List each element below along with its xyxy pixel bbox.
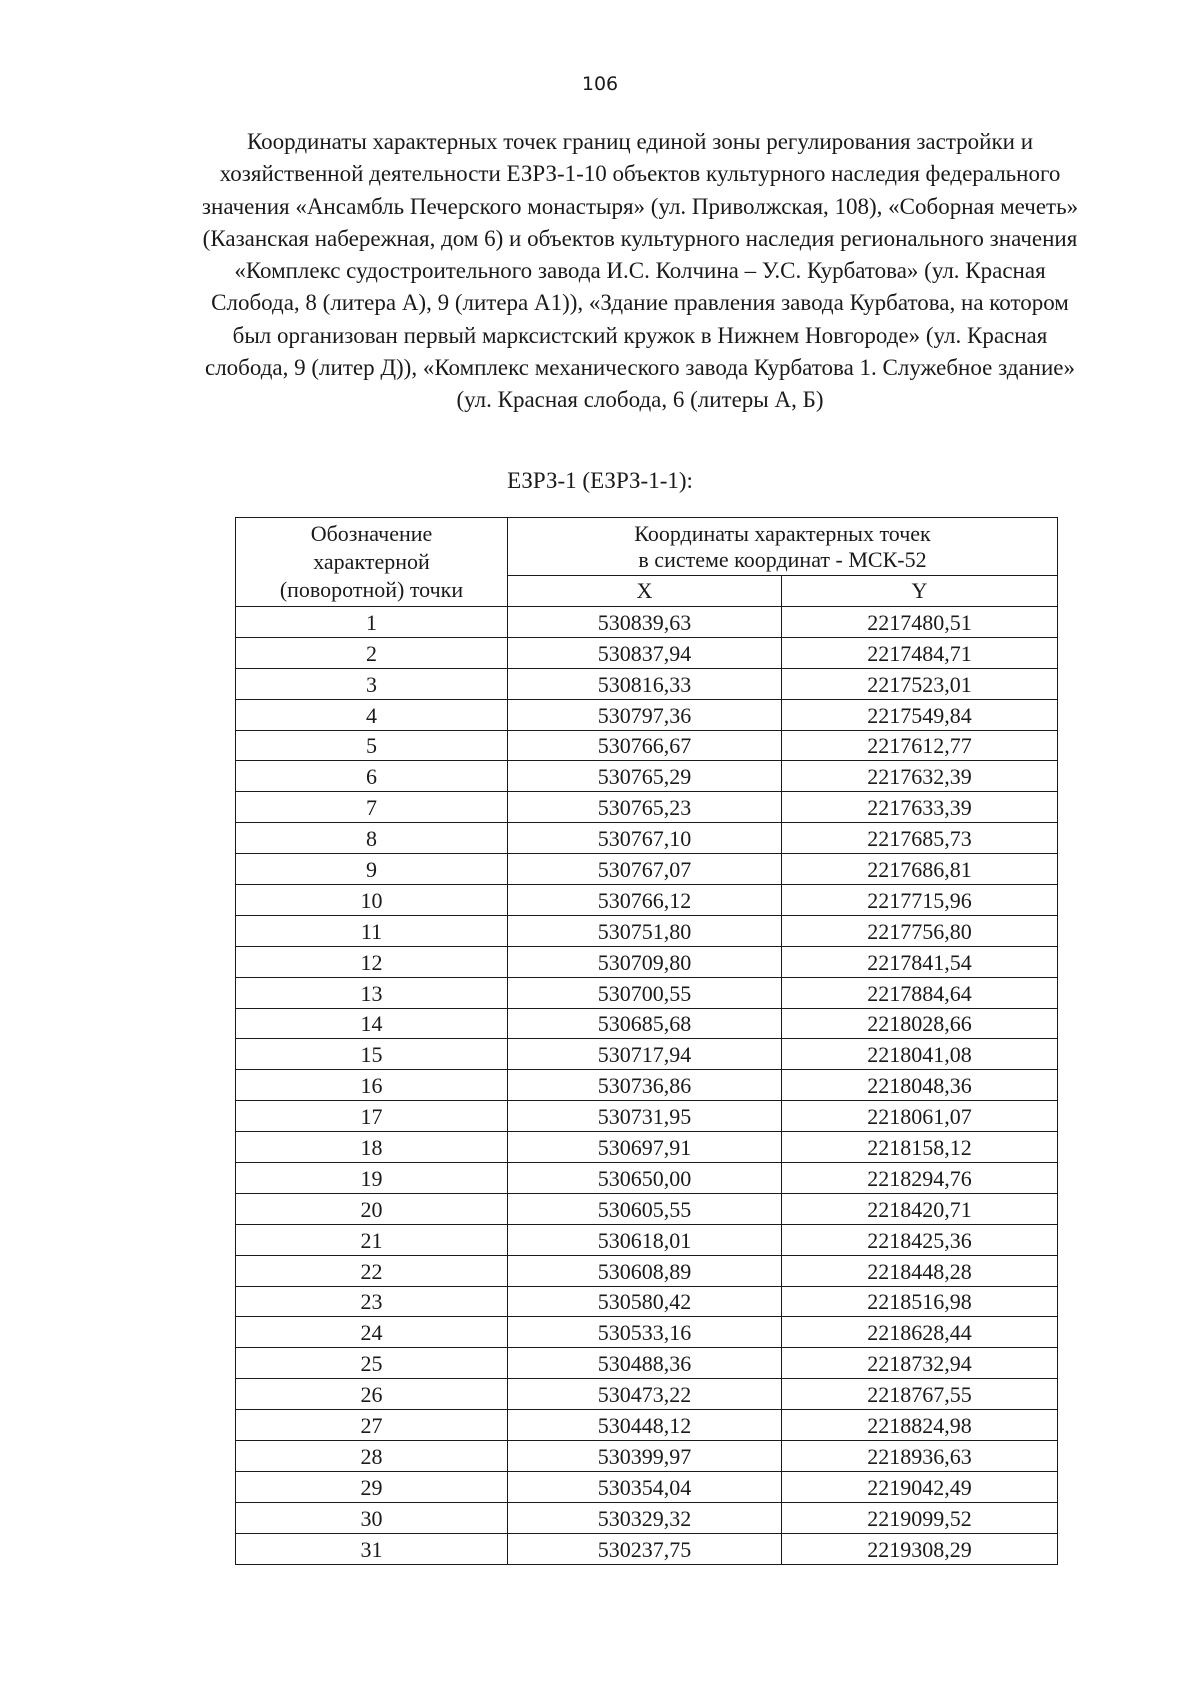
point-number-cell: 26 (236, 1379, 508, 1410)
column-header-point (236, 518, 508, 607)
y-coordinate-cell: 2217715,96 (782, 885, 1058, 916)
y-coordinate-cell: 2217756,80 (782, 915, 1058, 946)
y-coordinate-cell: 2217480,51 (782, 607, 1058, 638)
y-coordinate-cell: 2218028,66 (782, 1008, 1058, 1039)
y-coordinate-cell: 2217549,84 (782, 699, 1058, 730)
heading-line: Слобода, 8 (литера А), 9 (литера А1)), «Здание правления завода Курбатова, на котором (211, 290, 1069, 316)
table-row (236, 1502, 1058, 1533)
table-row (236, 1379, 1058, 1410)
point-number-cell: 2 (236, 637, 508, 668)
x-coordinate-cell: 530767,10 (508, 823, 782, 854)
y-coordinate-cell: 2218048,36 (782, 1070, 1058, 1101)
y-coordinate-cell: 2217633,39 (782, 792, 1058, 823)
point-number-cell: 5 (236, 730, 508, 761)
point-number-cell: 18 (236, 1132, 508, 1163)
heading-line: Координаты характерных точек границ единой зоны регулирования застройки и (246, 129, 1034, 154)
column-header-line: Координаты характерных точек (634, 520, 931, 546)
heading-line: был организован первый марксистский кружок в Нижнем Новгороде» (ул. Красная (232, 322, 1048, 348)
point-number-cell: 30 (236, 1502, 508, 1533)
table-row (236, 1286, 1058, 1317)
x-coordinate-cell: 530717,94 (508, 1039, 782, 1070)
y-coordinate-cell: 2217523,01 (782, 668, 1058, 699)
point-number-cell: 4 (236, 699, 508, 730)
heading-line: слобода, 9 (литер Д)), «Комплекс механического завода Курбатова 1. Служебное здание» (204, 355, 1076, 381)
document-heading (168, 126, 1112, 417)
y-coordinate-cell: 2217612,77 (782, 730, 1058, 761)
y-coordinate-cell: 2219308,29 (782, 1533, 1058, 1564)
x-coordinate-cell: 530766,12 (508, 885, 782, 916)
x-coordinate-cell: 530700,55 (508, 977, 782, 1008)
y-coordinate-cell: 2219099,52 (782, 1502, 1058, 1533)
table-row (236, 1132, 1058, 1163)
y-coordinate-cell: 2217484,71 (782, 637, 1058, 668)
table-row (236, 1317, 1058, 1348)
heading-line: значения «Ансамбль Печерского монастыря» (ул. Приволжская, 108), «Соборная мечеть» (201, 193, 1079, 219)
x-coordinate-cell: 530766,67 (508, 730, 782, 761)
point-number-cell: 31 (236, 1533, 508, 1564)
table-row (236, 792, 1058, 823)
y-coordinate-cell: 2218824,98 (782, 1410, 1058, 1441)
x-coordinate-cell: 530765,29 (508, 761, 782, 792)
point-number-cell: 10 (236, 885, 508, 916)
y-coordinate-cell: 2218448,28 (782, 1255, 1058, 1286)
table-row (236, 977, 1058, 1008)
y-coordinate-cell: 2218767,55 (782, 1379, 1058, 1410)
point-number-cell: 20 (236, 1193, 508, 1224)
heading-line: (ул. Красная слобода, 6 (литеры А, Б) (456, 387, 824, 413)
point-number-cell: 22 (236, 1255, 508, 1286)
y-coordinate-cell: 2219042,49 (782, 1471, 1058, 1502)
table-caption: ЕЗРЗ-1 (ЕЗРЗ-1-1): (507, 468, 693, 493)
table-row (236, 1255, 1058, 1286)
x-coordinate-cell: 530797,36 (508, 699, 782, 730)
column-header-y: Y (782, 576, 1058, 607)
x-coordinate-cell: 530608,89 (508, 1255, 782, 1286)
point-number-cell: 3 (236, 668, 508, 699)
x-coordinate-cell: 530580,42 (508, 1286, 782, 1317)
column-header-line: в системе координат - МСК-52 (638, 546, 927, 572)
x-coordinate-cell: 530650,00 (508, 1163, 782, 1194)
column-header-line: (поворотной) точки (279, 577, 464, 602)
x-coordinate-cell: 530837,94 (508, 637, 782, 668)
point-number-cell: 1 (236, 607, 508, 638)
point-number-cell: 25 (236, 1348, 508, 1379)
point-number-cell: 23 (236, 1286, 508, 1317)
heading-line: «Комплекс судостроительного завода И.С. Колчина – У.С. Курбатова» (ул. Красная (234, 258, 1046, 284)
x-coordinate-cell: 530685,68 (508, 1008, 782, 1039)
x-coordinate-cell: 530354,04 (508, 1471, 782, 1502)
table-row (236, 1039, 1058, 1070)
point-number-cell: 8 (236, 823, 508, 854)
point-number-cell: 13 (236, 977, 508, 1008)
table-row (236, 823, 1058, 854)
table-row (236, 730, 1058, 761)
x-coordinate-cell: 530709,80 (508, 946, 782, 977)
point-number-cell: 15 (236, 1039, 508, 1070)
column-header-coordinates (508, 518, 1058, 576)
table-body (236, 607, 1058, 1565)
table-row (236, 854, 1058, 885)
column-header-x: X (508, 576, 782, 607)
x-coordinate-cell: 530736,86 (508, 1070, 782, 1101)
point-number-cell: 6 (236, 761, 508, 792)
point-number-cell: 14 (236, 1008, 508, 1039)
table-row (236, 761, 1058, 792)
x-coordinate-cell: 530473,22 (508, 1379, 782, 1410)
y-coordinate-cell: 2218061,07 (782, 1101, 1058, 1132)
x-coordinate-cell: 530448,12 (508, 1410, 782, 1441)
table-row (236, 1348, 1058, 1379)
point-number-cell: 28 (236, 1441, 508, 1472)
y-coordinate-cell: 2218294,76 (782, 1163, 1058, 1194)
table-row (236, 915, 1058, 946)
table-row (236, 607, 1058, 638)
x-coordinate-cell: 530731,95 (508, 1101, 782, 1132)
x-coordinate-cell: 530237,75 (508, 1533, 782, 1564)
y-coordinate-cell: 2218628,44 (782, 1317, 1058, 1348)
table-header (236, 518, 1058, 607)
point-number-cell: 19 (236, 1163, 508, 1194)
table-row (236, 699, 1058, 730)
point-number-cell: 21 (236, 1224, 508, 1255)
y-coordinate-cell: 2218516,98 (782, 1286, 1058, 1317)
x-coordinate-cell: 530751,80 (508, 915, 782, 946)
table-row (236, 946, 1058, 977)
table-row (236, 1101, 1058, 1132)
x-coordinate-cell: 530488,36 (508, 1348, 782, 1379)
page-number: 106 (581, 73, 619, 95)
point-number-cell: 12 (236, 946, 508, 977)
y-coordinate-cell: 2218420,71 (782, 1193, 1058, 1224)
y-coordinate-cell: 2218425,36 (782, 1224, 1058, 1255)
y-coordinate-cell: 2217685,73 (782, 823, 1058, 854)
x-coordinate-cell: 530605,55 (508, 1193, 782, 1224)
y-coordinate-cell: 2218936,63 (782, 1441, 1058, 1472)
table-row (236, 1471, 1058, 1502)
coordinates-table (235, 517, 1058, 1565)
table-row (236, 1224, 1058, 1255)
x-coordinate-cell: 530839,63 (508, 607, 782, 638)
table-row (236, 1193, 1058, 1224)
table-row (236, 1070, 1058, 1101)
x-coordinate-cell: 530697,91 (508, 1132, 782, 1163)
y-coordinate-cell: 2217632,39 (782, 761, 1058, 792)
table-row (236, 1533, 1058, 1564)
table-row (236, 1008, 1058, 1039)
point-number-cell: 16 (236, 1070, 508, 1101)
x-coordinate-cell: 530399,97 (508, 1441, 782, 1472)
x-coordinate-cell: 530533,16 (508, 1317, 782, 1348)
y-coordinate-cell: 2217841,54 (782, 946, 1058, 977)
point-number-cell: 11 (236, 915, 508, 946)
y-coordinate-cell: 2218041,08 (782, 1039, 1058, 1070)
y-coordinate-cell: 2217686,81 (782, 854, 1058, 885)
x-coordinate-cell: 530329,32 (508, 1502, 782, 1533)
point-number-cell: 7 (236, 792, 508, 823)
point-number-cell: 27 (236, 1410, 508, 1441)
column-header-line: Обозначение (310, 521, 433, 546)
y-coordinate-cell: 2218732,94 (782, 1348, 1058, 1379)
x-coordinate-cell: 530618,01 (508, 1224, 782, 1255)
table-row (236, 885, 1058, 916)
x-coordinate-cell: 530767,07 (508, 854, 782, 885)
table-row (236, 1410, 1058, 1441)
point-number-cell: 24 (236, 1317, 508, 1348)
table-row (236, 1163, 1058, 1194)
y-coordinate-cell: 2218158,12 (782, 1132, 1058, 1163)
x-coordinate-cell: 530765,23 (508, 792, 782, 823)
heading-line: хозяйственной деятельности ЕЗРЗ-1-10 объектов культурного наследия федерального (219, 161, 1061, 187)
table-row (236, 668, 1058, 699)
point-number-cell: 17 (236, 1101, 508, 1132)
x-coordinate-cell: 530816,33 (508, 668, 782, 699)
column-header-line: характерной (313, 549, 430, 574)
heading-line: (Казанская набережная, дом 6) и объектов культурного наследия регионального значения (202, 225, 1078, 251)
point-number-cell: 29 (236, 1471, 508, 1502)
table-row (236, 1441, 1058, 1472)
point-number-cell: 9 (236, 854, 508, 885)
table-row (236, 637, 1058, 668)
y-coordinate-cell: 2217884,64 (782, 977, 1058, 1008)
